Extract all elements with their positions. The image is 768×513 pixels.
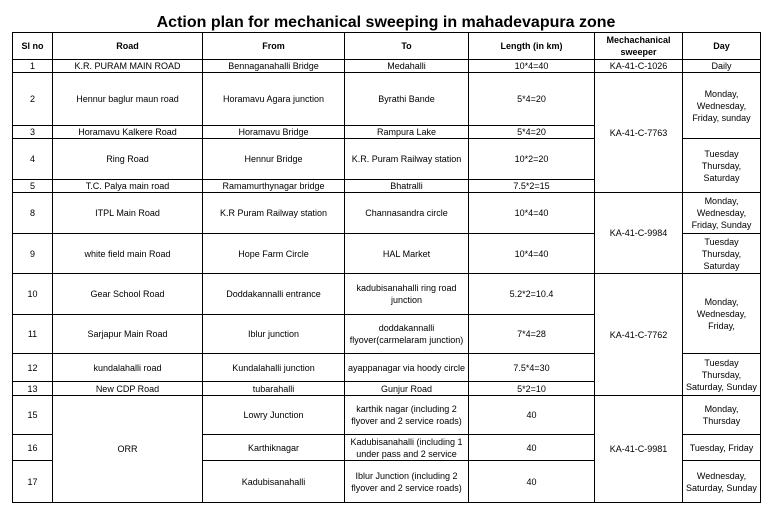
road-cell: white field main Road bbox=[53, 234, 203, 274]
length-cell: 10*4=40 bbox=[469, 234, 595, 274]
to-cell: Kadubisanahalli (including 1 under pass and 2 service bbox=[345, 435, 469, 461]
day-cell: Monday, Wednesday, Friday, Sunday bbox=[683, 193, 761, 234]
road-cell: ORR bbox=[53, 396, 203, 503]
length-cell: 10*4=40 bbox=[469, 60, 595, 73]
sl-no-cell: 8 bbox=[13, 193, 53, 234]
road-cell: Horamavu Kalkere Road bbox=[53, 126, 203, 139]
road-cell: Ring Road bbox=[53, 139, 203, 180]
day-cell: Monday, Wednesday, Friday, bbox=[683, 274, 761, 354]
header-sl-no: Sl no bbox=[13, 33, 53, 60]
to-cell: HAL Market bbox=[345, 234, 469, 274]
from-cell: Bennaganahalli Bridge bbox=[203, 60, 345, 73]
header-row bbox=[13, 33, 761, 60]
to-cell: Rampura Lake bbox=[345, 126, 469, 139]
sl-no-cell: 12 bbox=[13, 354, 53, 382]
action-plan-table bbox=[12, 32, 761, 503]
length-cell: 7.5*2=15 bbox=[469, 180, 595, 193]
header-day: Day bbox=[683, 33, 761, 60]
from-cell: Lowry Junction bbox=[203, 396, 345, 435]
from-cell: Kadubisanahalli bbox=[203, 461, 345, 503]
sl-no-cell: 4 bbox=[13, 139, 53, 180]
to-cell: K.R. Puram Railway station bbox=[345, 139, 469, 180]
sl-no-cell: 15 bbox=[13, 396, 53, 435]
length-cell: 40 bbox=[469, 461, 595, 503]
header-to: To bbox=[345, 33, 469, 60]
length-cell: 40 bbox=[469, 396, 595, 435]
sl-no-cell: 17 bbox=[13, 461, 53, 503]
length-cell: 7.5*4=30 bbox=[469, 354, 595, 382]
road-cell: Hennur baglur maun road bbox=[53, 73, 203, 126]
header-from: From bbox=[203, 33, 345, 60]
to-cell: Iblur Junction (including 2 flyover and 2 service roads) bbox=[345, 461, 469, 503]
sl-no-cell: 16 bbox=[13, 435, 53, 461]
road-cell: New CDP Road bbox=[53, 382, 203, 396]
day-cell: Monday, Wednesday, Friday, sunday bbox=[683, 73, 761, 139]
sl-no-cell: 1 bbox=[13, 60, 53, 73]
to-cell: Bhatralli bbox=[345, 180, 469, 193]
header-sweeper: Mechachanical sweeper bbox=[595, 33, 683, 60]
length-cell: 10*4=40 bbox=[469, 193, 595, 234]
document-title: Action plan for mechanical sweeping in mahadevapura zone bbox=[156, 14, 616, 31]
from-cell: Horamavu Bridge bbox=[203, 126, 345, 139]
from-cell: K.R Puram Railway station bbox=[203, 193, 345, 234]
from-cell: Kundalahalli junction bbox=[203, 354, 345, 382]
to-cell: doddakannalli flyover(carmelaram junction) bbox=[345, 315, 469, 354]
road-cell: kundalahalli road bbox=[53, 354, 203, 382]
day-cell: Monday, Thursday bbox=[683, 396, 761, 435]
to-cell: karthik nagar (including 2 flyover and 2 service roads) bbox=[345, 396, 469, 435]
sweeper-cell: KA-41-C-9984 bbox=[595, 193, 683, 274]
from-cell: Karthiknagar bbox=[203, 435, 345, 461]
length-cell: 5*4=20 bbox=[469, 73, 595, 126]
from-cell: Horamavu Agara junction bbox=[203, 73, 345, 126]
to-cell: Channasandra circle bbox=[345, 193, 469, 234]
to-cell: Gunjur Road bbox=[345, 382, 469, 396]
from-cell: Iblur junction bbox=[203, 315, 345, 354]
from-cell: tubarahalli bbox=[203, 382, 345, 396]
day-cell: Tuesday Thursday, Saturday bbox=[683, 234, 761, 274]
road-cell: K.R. PURAM MAIN ROAD bbox=[53, 60, 203, 73]
table-row bbox=[13, 60, 761, 73]
sl-no-cell: 3 bbox=[13, 126, 53, 139]
sweeper-cell: KA-41-C-9981 bbox=[595, 396, 683, 503]
to-cell: Byrathi Bande bbox=[345, 73, 469, 126]
day-cell: Tuesday Thursday, Saturday, Sunday bbox=[683, 354, 761, 396]
length-cell: 5.2*2=10.4 bbox=[469, 274, 595, 315]
day-cell: Tuesday, Friday bbox=[683, 435, 761, 461]
road-cell: T.C. Palya main road bbox=[53, 180, 203, 193]
sl-no-cell: 13 bbox=[13, 382, 53, 396]
table-row bbox=[13, 396, 761, 435]
sl-no-cell: 9 bbox=[13, 234, 53, 274]
to-cell: kadubisanahalli ring road junction bbox=[345, 274, 469, 315]
sweeper-cell: KA-41-C-1026 bbox=[595, 60, 683, 73]
from-cell: Ramamurthynagar bridge bbox=[203, 180, 345, 193]
table-row bbox=[13, 193, 761, 234]
sweeper-cell: KA-41-C-7763 bbox=[595, 73, 683, 193]
day-cell: Tuesday Thursday, Saturday bbox=[683, 139, 761, 193]
header-road: Road bbox=[53, 33, 203, 60]
sl-no-cell: 2 bbox=[13, 73, 53, 126]
day-cell: Wednesday, Saturday, Sunday bbox=[683, 461, 761, 503]
sl-no-cell: 11 bbox=[13, 315, 53, 354]
sl-no-cell: 10 bbox=[13, 274, 53, 315]
sweeper-cell: KA-41-C-7762 bbox=[595, 274, 683, 396]
road-cell: Gear School Road bbox=[53, 274, 203, 315]
road-cell: ITPL Main Road bbox=[53, 193, 203, 234]
length-cell: 40 bbox=[469, 435, 595, 461]
table-row bbox=[13, 73, 761, 126]
from-cell: Doddakannalli entrance bbox=[203, 274, 345, 315]
header-length: Length (in km) bbox=[469, 33, 595, 60]
road-cell: Sarjapur Main Road bbox=[53, 315, 203, 354]
length-cell: 10*2=20 bbox=[469, 139, 595, 180]
sl-no-cell: 5 bbox=[13, 180, 53, 193]
to-cell: ayappanagar via hoody circle bbox=[345, 354, 469, 382]
length-cell: 7*4=28 bbox=[469, 315, 595, 354]
table-row bbox=[13, 274, 761, 315]
day-cell: Daily bbox=[683, 60, 761, 73]
from-cell: Hennur Bridge bbox=[203, 139, 345, 180]
from-cell: Hope Farm Circle bbox=[203, 234, 345, 274]
length-cell: 5*4=20 bbox=[469, 126, 595, 139]
length-cell: 5*2=10 bbox=[469, 382, 595, 396]
to-cell: Medahalli bbox=[345, 60, 469, 73]
